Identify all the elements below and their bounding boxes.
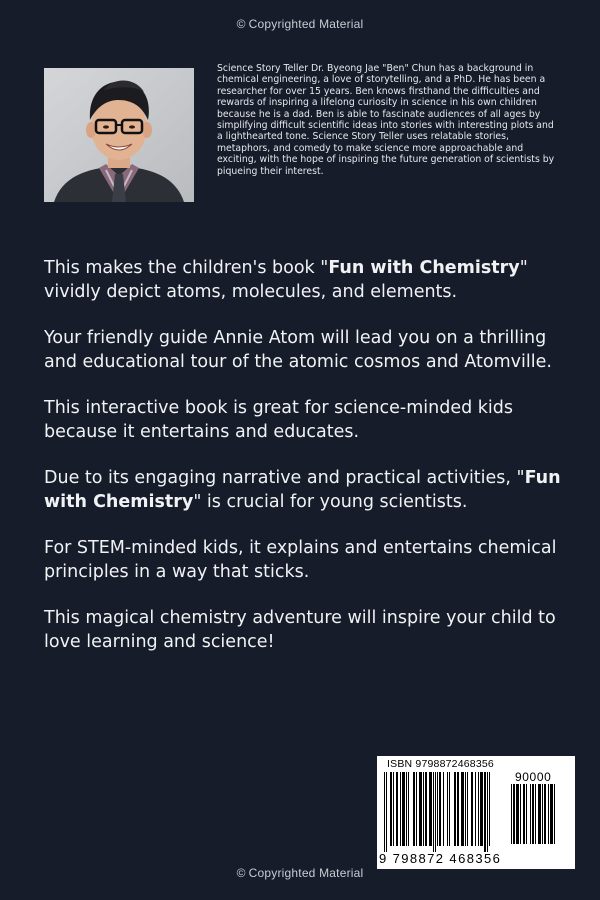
price-code: 90000 — [515, 770, 552, 784]
copyright-watermark-bottom — [0, 866, 600, 880]
description-paragraph-4: Due to its engaging narrative and practical activities, "Fun with Chemistry" is crucial for young scientists. — [44, 468, 561, 512]
isbn-label: ISBN 9798872468356 — [387, 758, 494, 770]
copyright-watermark-top — [0, 17, 600, 31]
description-paragraph-1: This makes the children's book "Fun with Chemistry" vividly depict atoms, molecules, and elements. — [44, 258, 528, 302]
description-paragraph-6: This magical chemistry adventure will inspire your child to love learning and science! — [44, 608, 556, 652]
description-paragraph-2: Your friendly guide Annie Atom will lead you on a thrilling and educational tour of the atomic cosmos and Atomville. — [44, 328, 552, 372]
isbn-barcode — [377, 756, 575, 869]
description-paragraph-5: For STEM-minded kids, it explains and entertains chemical principles in a way that sticks. — [44, 538, 557, 582]
author-portrait-image — [44, 68, 194, 202]
copyright-icon: © — [236, 866, 246, 880]
author-bio: Science Story Teller Dr. Byeong Jae "Ben" Chun has a background in chemical engineering, a love of storytelling, and a PhD. He has been a researcher for over 15 years. Ben knows firsthand the difficulties and rewards of inspiring a lifelong curiosity in science in his own children because he is a dad. Ben is able to fascinate audiences of all ages by simplifying difficult scientific ideas into stories with interesting plots and a lighthearted tone. Science Story Teller uses relatable stories, metaphors, and comedy to make science more approachable and exciting, with the hope of inspiring the future generation of scientists by piqueing their interest. — [217, 63, 555, 177]
barcode-bars-icon — [384, 772, 506, 854]
isbn-digits: 9 798872 468356 — [379, 851, 502, 866]
author-photo — [44, 68, 194, 202]
ean-barcode-bars — [384, 772, 506, 854]
watermark-text: Copyrighted Material — [248, 17, 364, 31]
copyright-icon: © — [236, 17, 246, 31]
book-title-emphasis: Fun with Chemistry — [328, 258, 520, 278]
book-description — [44, 256, 564, 676]
addon-barcode-bars — [511, 784, 569, 864]
addon-bars-icon — [511, 784, 569, 864]
description-paragraph-3: This interactive book is great for science-minded kids because it entertains and educates. — [44, 398, 514, 442]
book-title-emphasis: Fun with Chemistry — [44, 468, 561, 512]
watermark-text: Copyrighted Material — [248, 866, 364, 880]
